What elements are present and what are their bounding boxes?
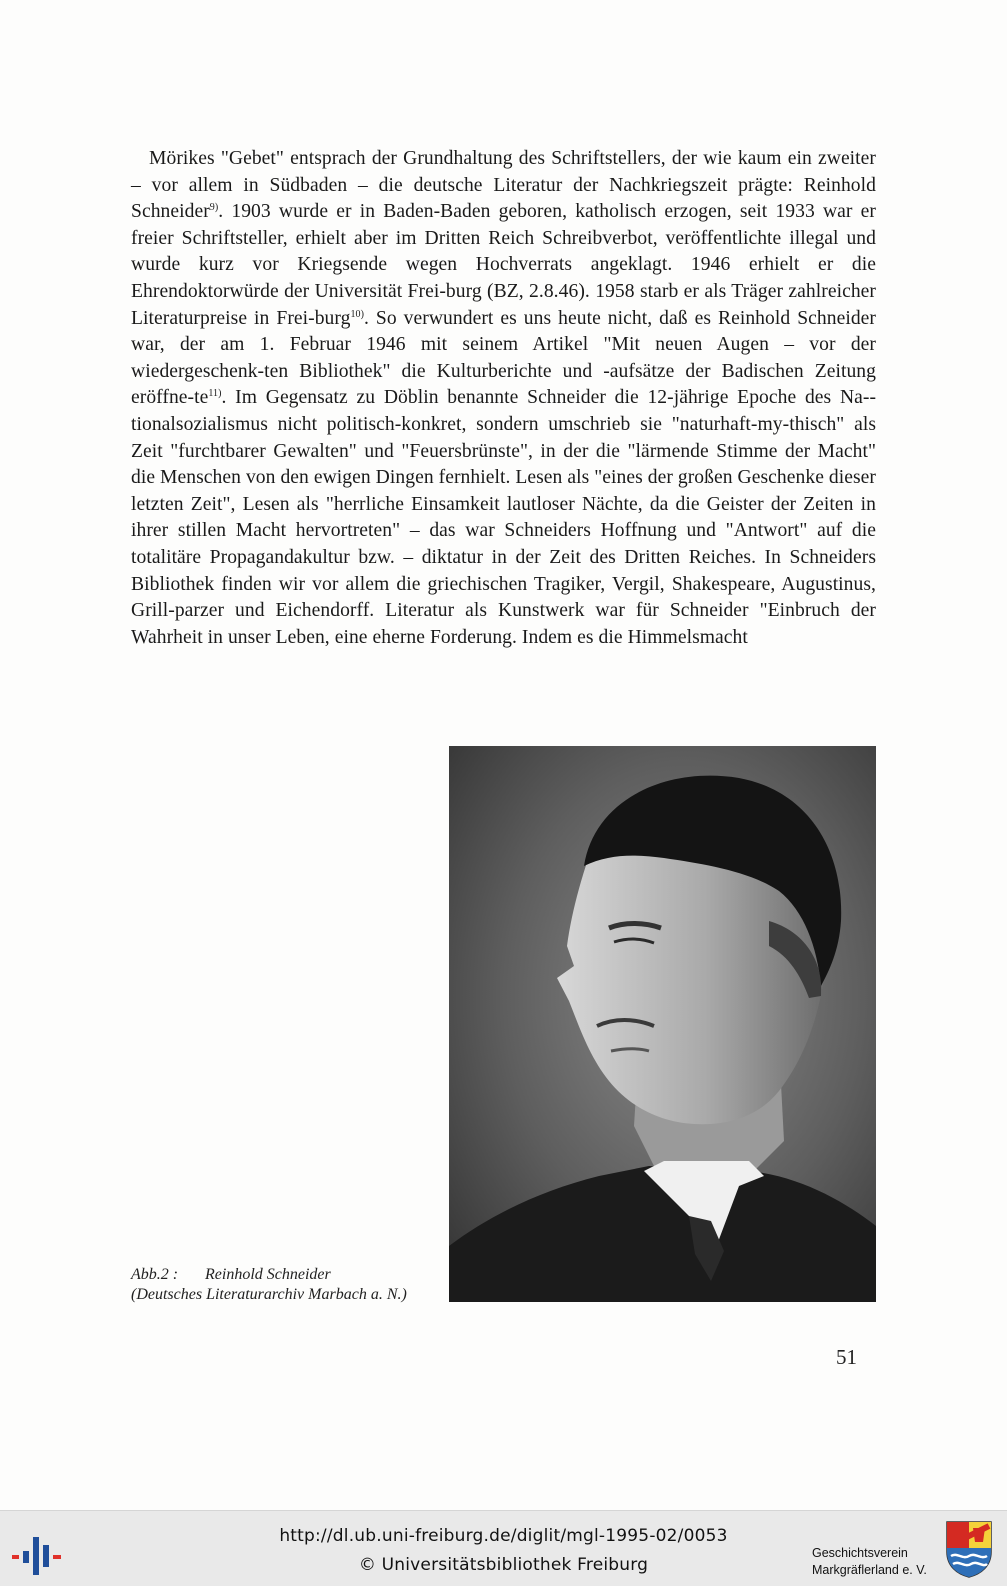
- footer-bar: [0, 1510, 1007, 1586]
- society-line-2: Markgräflerland e. V.: [812, 1563, 927, 1577]
- coat-of-arms-icon[interactable]: [945, 1520, 993, 1578]
- portrait-image: [449, 746, 876, 1302]
- paragraph-segment: . 1903 wurde er in Baden-Baden geboren, katholisch erzogen, seit 1933 war er freier Schriftsteller, erhielt aber im Dritten Reich Schreibverbot, veröffentlichte illegal und wurde kurz vor Kriegsende wegen Hochverrats angeklagt. 1946 erhielt er die Ehrendoktorwürde der Universität Frei-burg (BZ, 2.8.46). 1958 starb er als Träger zahlreicher Literaturpreise in Frei-burg: [131, 201, 876, 329]
- copyright-text: © Universitätsbibliothek Freiburg: [358, 1555, 649, 1575]
- paragraph-segment: Mörikes "Gebet" entsprach der Grundhaltung des Schriftstellers, der wie kaum ein zweiter – vor allem in Südbaden – die deutsche Literatur der Nachkriegszeit prägte: Reinhold Schneider: [131, 148, 876, 223]
- footnote-ref[interactable]: 10): [350, 308, 364, 320]
- caption-label: Abb.2 :: [131, 1266, 179, 1283]
- document-url-link[interactable]: http://dl.ub.uni-freiburg.de/diglit/mgl-1995-02/0053: [279, 1526, 728, 1546]
- paragraph-segment: . Im Gegensatz zu Döblin benannte Schneider die 12-jährige Epoche des Na-tionalsozialismus nicht politisch-konkret, sondern umschrieb sie "naturhaft-my-thisch" als Zeit "furchtbarer Gewalten" und "Feuersbrünste", in der die "lärmende Stimme der Macht" die Menschen von den ewigen Dingen fernhielt. Lesen als "eines der großen Geschenke dieser letzten Zeit", Lesen als "herrliche Einsamkeit lautloser Nächte, da die Geister der Zeiten in ihrer stillen Macht hervortreten" – das war Schneiders Hoffnung und "Antwort" auf die totalitäre Propagandakultur bzw. – diktatur in der Zeit des Dritten Reiches. In Schneiders Bibliothek finden wir vor allem die griechischen Tragiker, Vergil, Shakespeare, Augustinus, Grill-parzer und Eichendorff. Literatur als Kunstwerk war für Schneider "Einbruch der Wahrheit in unser Leben, eine eherne Forderung. Indem es die Himmelsmacht: [131, 387, 876, 648]
- society-name: [812, 1545, 927, 1579]
- body-paragraph: [131, 146, 876, 651]
- footnote-ref[interactable]: 9): [209, 202, 219, 214]
- page-number: 51: [836, 1345, 857, 1369]
- caption-source: (Deutsches Literaturarchiv Marbach a. N.): [131, 1286, 407, 1303]
- society-line-1: Geschichtsverein: [812, 1546, 908, 1560]
- figure-caption: [131, 1265, 451, 1305]
- portrait-photo: [449, 746, 876, 1302]
- footnote-ref[interactable]: 11): [208, 388, 222, 400]
- caption-title: Reinhold Schneider: [205, 1266, 331, 1283]
- caption-line-1: [131, 1265, 451, 1285]
- paragraph-segment: . So verwundert es uns heute nicht, daß es Reinhold Schneider war, der am 1. Februar 1946 mit seinem Artikel "Mit neuen Augen – vor der wiedergeschenk-ten Bibliothek" die Kulturberichte und -aufsätze der Badischen Zeitung eröffne-te: [131, 307, 876, 409]
